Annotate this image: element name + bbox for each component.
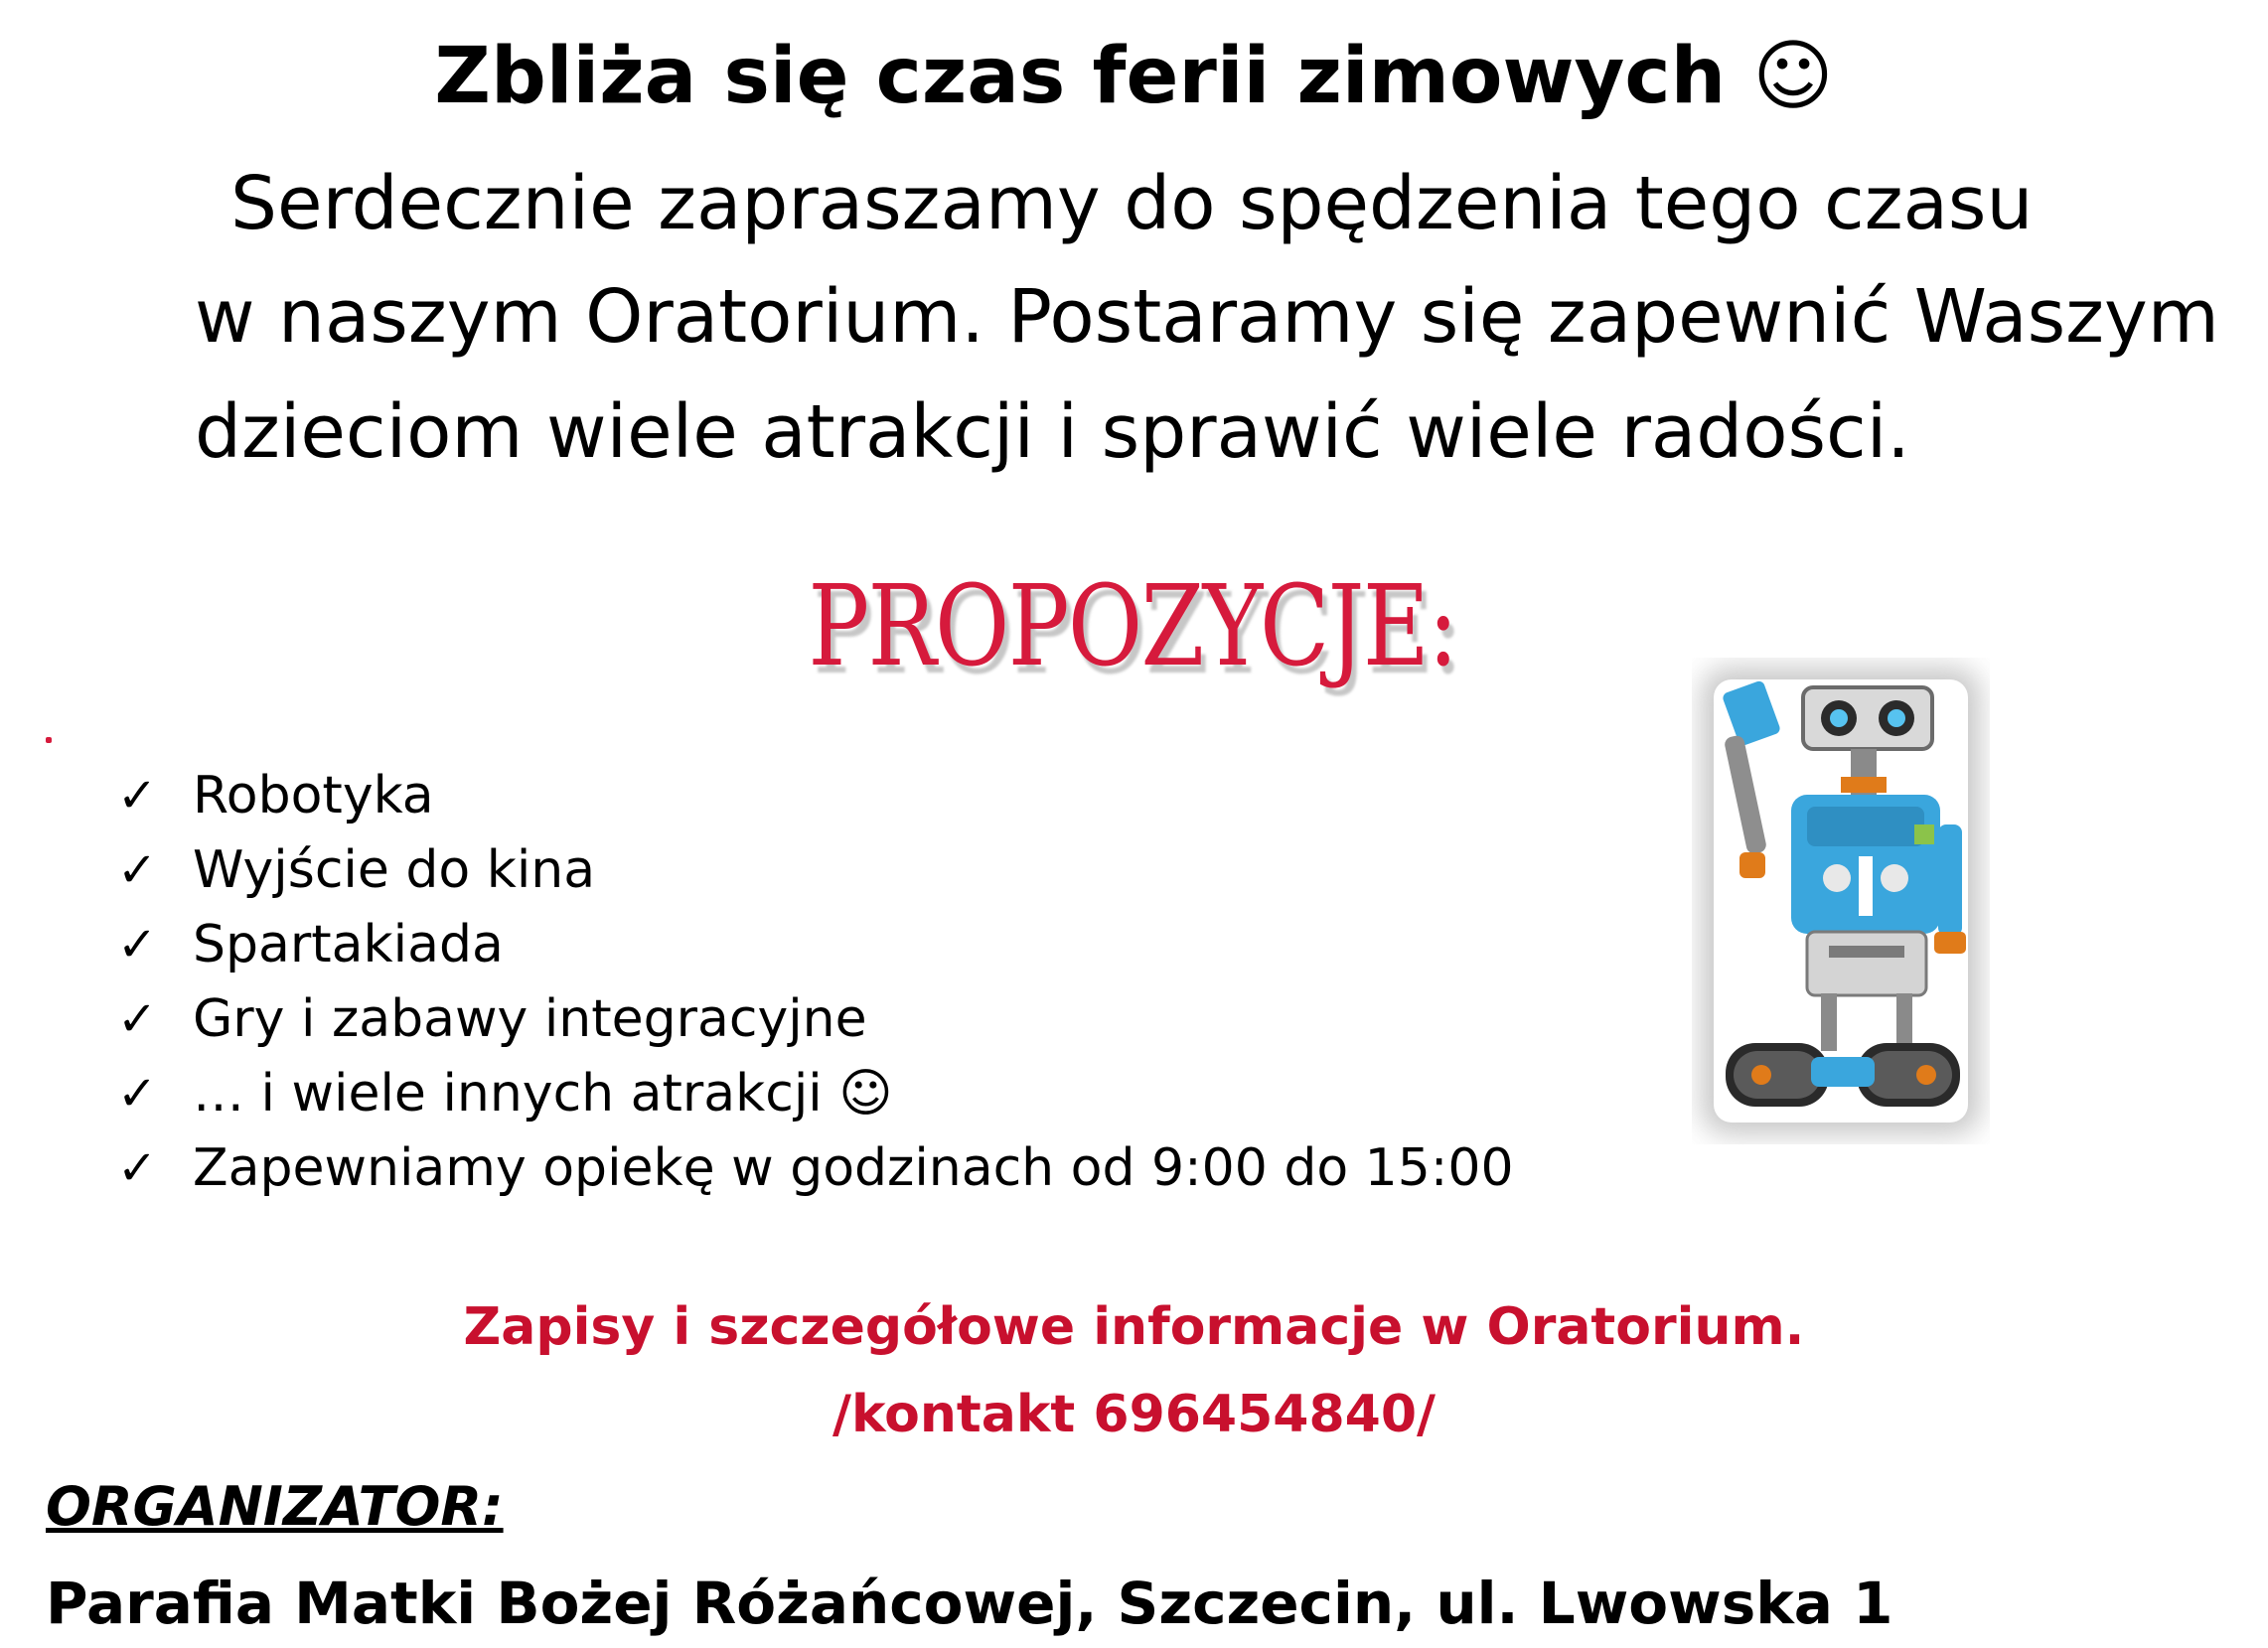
list-item-label: Spartakiada	[193, 915, 504, 974]
organizer-label: ORGANIZATOR:	[46, 1475, 504, 1538]
list-item-label: Wyjście do kina	[193, 840, 596, 900]
list-item-label: Gry i zabawy integracyjne	[193, 989, 867, 1049]
list-item	[117, 1137, 1514, 1212]
contact-phone: /kontakt 696454840/	[832, 1385, 1436, 1444]
intro-line-2: w naszym Oratorium. Postaramy się zapewnić Waszym	[195, 274, 2219, 360]
list-item-label: Zapewniamy opiekę w godzinach od 9:00 do 15:00	[193, 1138, 1514, 1198]
page-heading: Zbliża się czas ferii zimowych ☺	[434, 32, 1834, 121]
intro-line-3: dzieciom wiele atrakcji i sprawić wiele radości.	[195, 389, 1910, 475]
list-item	[117, 839, 1514, 914]
list-item	[117, 914, 1514, 988]
check-icon: ✓	[117, 991, 158, 1047]
list-item-label: Robotyka	[193, 766, 434, 825]
proposals-title: PROPOZYCJE:	[808, 562, 1457, 691]
registration-info: Zapisy i szczegółowe informacje w Oratorium.	[463, 1297, 1805, 1357]
intro-line-1: Serdecznie zapraszamy do spędzenia tego czasu	[230, 161, 2034, 246]
list-item-label: … i wiele innych atrakcji ☺	[193, 1064, 893, 1124]
check-icon: ✓	[117, 1140, 158, 1196]
check-icon: ✓	[117, 917, 158, 973]
list-item	[117, 988, 1514, 1063]
list-item	[117, 1063, 1514, 1137]
proposals-list	[117, 765, 1514, 1212]
list-item	[117, 765, 1514, 839]
stray-mark	[46, 737, 52, 743]
check-icon: ✓	[117, 842, 158, 898]
robot-icon	[1692, 658, 1990, 1144]
check-icon: ✓	[117, 768, 158, 824]
check-icon: ✓	[117, 1066, 158, 1122]
organizer-name: Parafia Matki Bożej Różańcowej, Szczecin, ul. Lwowska 1	[46, 1570, 1893, 1637]
